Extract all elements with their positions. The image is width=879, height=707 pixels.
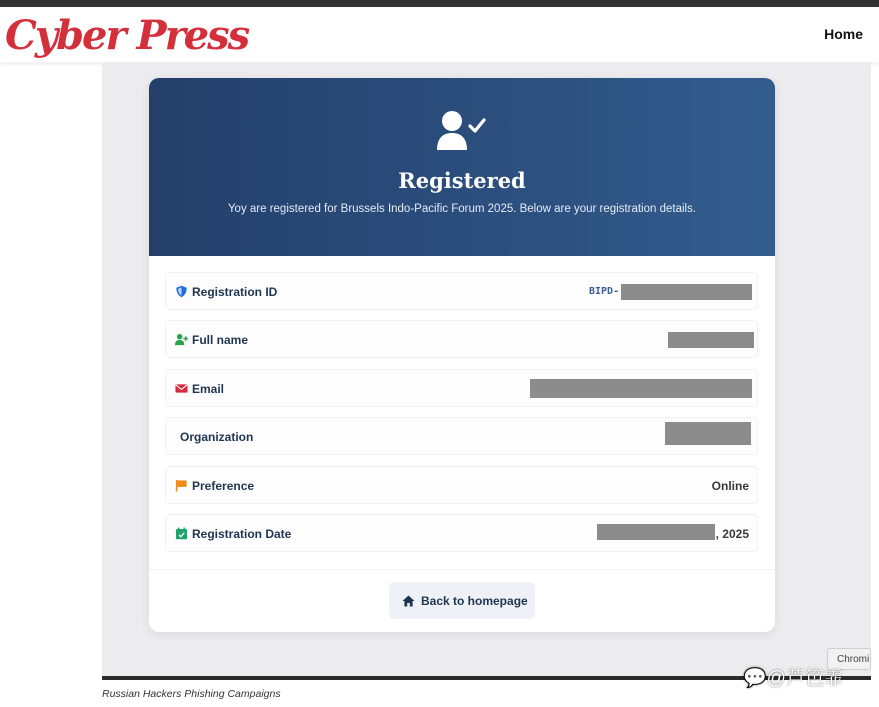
flag-icon — [175, 479, 188, 492]
envelope-icon — [175, 382, 188, 395]
registration-year: , 2025 — [715, 526, 749, 541]
row-label: Registration Date — [192, 526, 292, 541]
row-label: Organization — [180, 430, 254, 445]
user-plus-icon — [175, 333, 188, 346]
row-full-name — [165, 320, 758, 358]
nav-home-link[interactable]: Home — [824, 26, 863, 42]
shield-icon — [175, 285, 188, 298]
calendar-check-icon — [175, 527, 188, 540]
hero-banner — [149, 78, 775, 256]
row-label: Email — [192, 381, 225, 396]
registration-id-prefix: BIPD- — [589, 286, 620, 297]
row-registration-id — [165, 272, 758, 310]
row-label: Preference — [192, 478, 255, 493]
user-check-icon — [436, 108, 488, 152]
image-caption: Russian Hackers Phishing Campaigns — [102, 688, 281, 700]
back-button-label: Back to homepage — [421, 594, 528, 608]
row-preference — [165, 466, 758, 504]
browser-tab[interactable]: Chromi — [827, 648, 871, 670]
row-organization — [165, 417, 758, 455]
redacted-value — [668, 332, 754, 348]
site-header — [0, 7, 879, 62]
page-title: Registered — [398, 168, 526, 193]
preference-value: Online — [711, 478, 749, 493]
article-screenshot — [102, 62, 871, 678]
redacted-value — [530, 379, 752, 398]
home-icon — [402, 595, 415, 607]
card-divider — [149, 569, 775, 570]
top-strip — [0, 0, 879, 7]
watermark: 💬@芦笆霏 — [743, 668, 843, 689]
back-to-homepage-button[interactable] — [389, 582, 535, 619]
row-email — [165, 369, 758, 407]
redacted-value — [597, 524, 715, 540]
redacted-value — [621, 284, 752, 300]
site-logo[interactable]: Cyber Press — [5, 12, 249, 59]
registration-card — [149, 78, 775, 632]
row-label: Registration ID — [192, 285, 278, 299]
details-list — [165, 272, 758, 562]
row-label: Full name — [192, 333, 249, 348]
redacted-value — [665, 422, 751, 445]
row-registration-date — [165, 514, 758, 552]
page-subtitle: Yoy are registered for Brussels Indo-Pacific Forum 2025. Below are your registration details. — [227, 203, 697, 215]
